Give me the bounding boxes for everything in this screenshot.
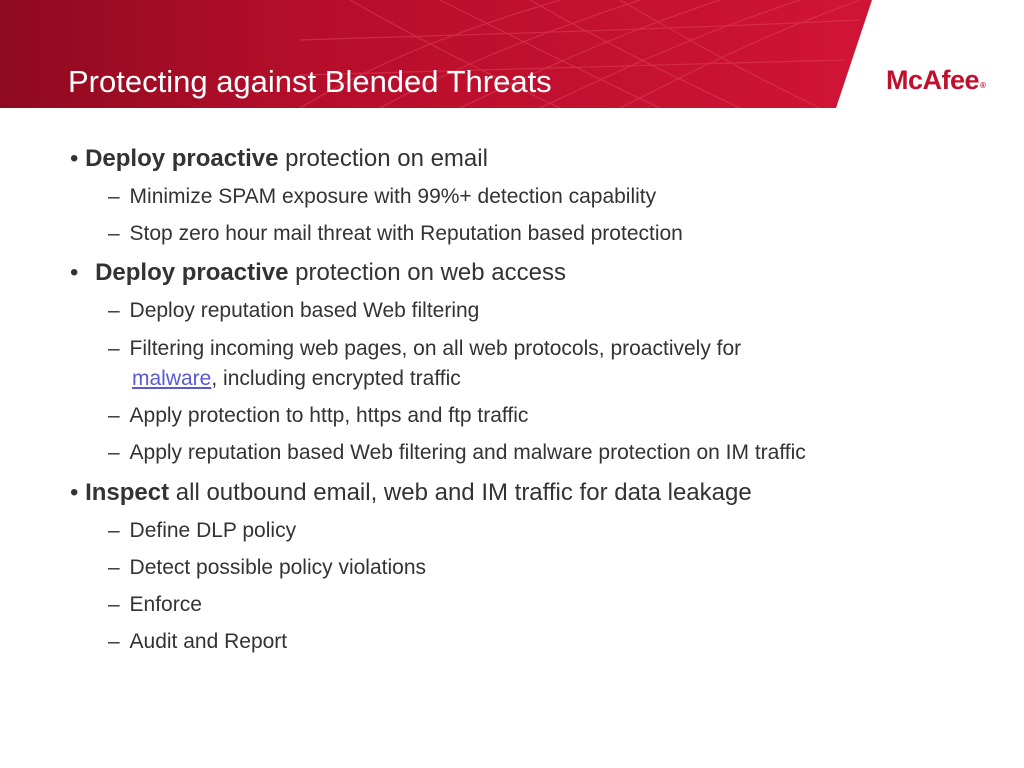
title-banner: [0, 0, 1024, 108]
sub-item-text: Detect possible policy violations: [129, 556, 427, 579]
dash-marker: –: [108, 593, 120, 616]
dash-marker: –: [108, 519, 120, 542]
bullet-bold: Deploy proactive: [85, 145, 279, 172]
bullet-text: all outbound email, web and IM traffic for data leakage: [169, 479, 752, 506]
dash-marker: –: [108, 630, 120, 653]
bullet-marker: •: [70, 145, 79, 172]
sub-item-text: Audit and Report: [129, 630, 288, 653]
sub-item: [108, 628, 287, 656]
dash-marker: –: [108, 222, 120, 245]
dash-marker: –: [108, 556, 120, 579]
sub-item: [108, 439, 806, 467]
bullet-item: [70, 478, 752, 508]
bullet-text: protection on web access: [288, 259, 566, 286]
bullet-item: [70, 258, 566, 288]
sub-item: [108, 554, 426, 582]
bullet-text: protection on email: [278, 145, 488, 172]
sub-item-text: Apply reputation based Web filtering and malware protection on IM traffic: [129, 441, 806, 464]
sub-item-text: Enforce: [129, 593, 202, 616]
sub-item-text: Filtering incoming web pages, on all web protocols, proactively for: [129, 337, 742, 360]
mcafee-logo: [886, 62, 985, 98]
bullet-bold: Deploy proactive: [95, 259, 289, 286]
dash-marker: –: [108, 337, 120, 360]
sub-item-text: , including encrypted traffic: [211, 367, 461, 390]
sub-item: [108, 591, 202, 619]
sub-item: [108, 402, 528, 430]
slide-title: Protecting against Blended Threats: [68, 64, 552, 99]
sub-item: [108, 220, 683, 248]
sub-item: [108, 183, 656, 211]
dash-marker: –: [108, 299, 120, 322]
sub-item-text: Apply protection to http, https and ftp traffic: [129, 404, 529, 427]
logo-text: McAfee: [886, 65, 980, 95]
sub-item: [108, 517, 296, 545]
sub-item-text: Deploy reputation based Web filtering: [129, 299, 480, 322]
dash-marker: –: [108, 404, 120, 427]
bullet-marker: •: [70, 479, 79, 506]
dash-marker: –: [108, 441, 120, 464]
sub-item-text: Minimize SPAM exposure with 99%+ detection capability: [129, 185, 657, 208]
bullet-bold: Inspect: [85, 479, 170, 506]
sub-item-continuation: [132, 365, 461, 393]
sub-item: [108, 335, 741, 363]
sub-item-text: Stop zero hour mail threat with Reputation based protection: [129, 222, 683, 245]
sub-item: [108, 297, 479, 325]
bullet-item: [70, 144, 488, 174]
dash-marker: –: [108, 185, 120, 208]
sub-item-text: Define DLP policy: [129, 519, 297, 542]
bullet-marker: •: [70, 259, 79, 286]
malware-link[interactable]: malware: [132, 367, 212, 390]
registered-mark: ®: [980, 81, 986, 90]
